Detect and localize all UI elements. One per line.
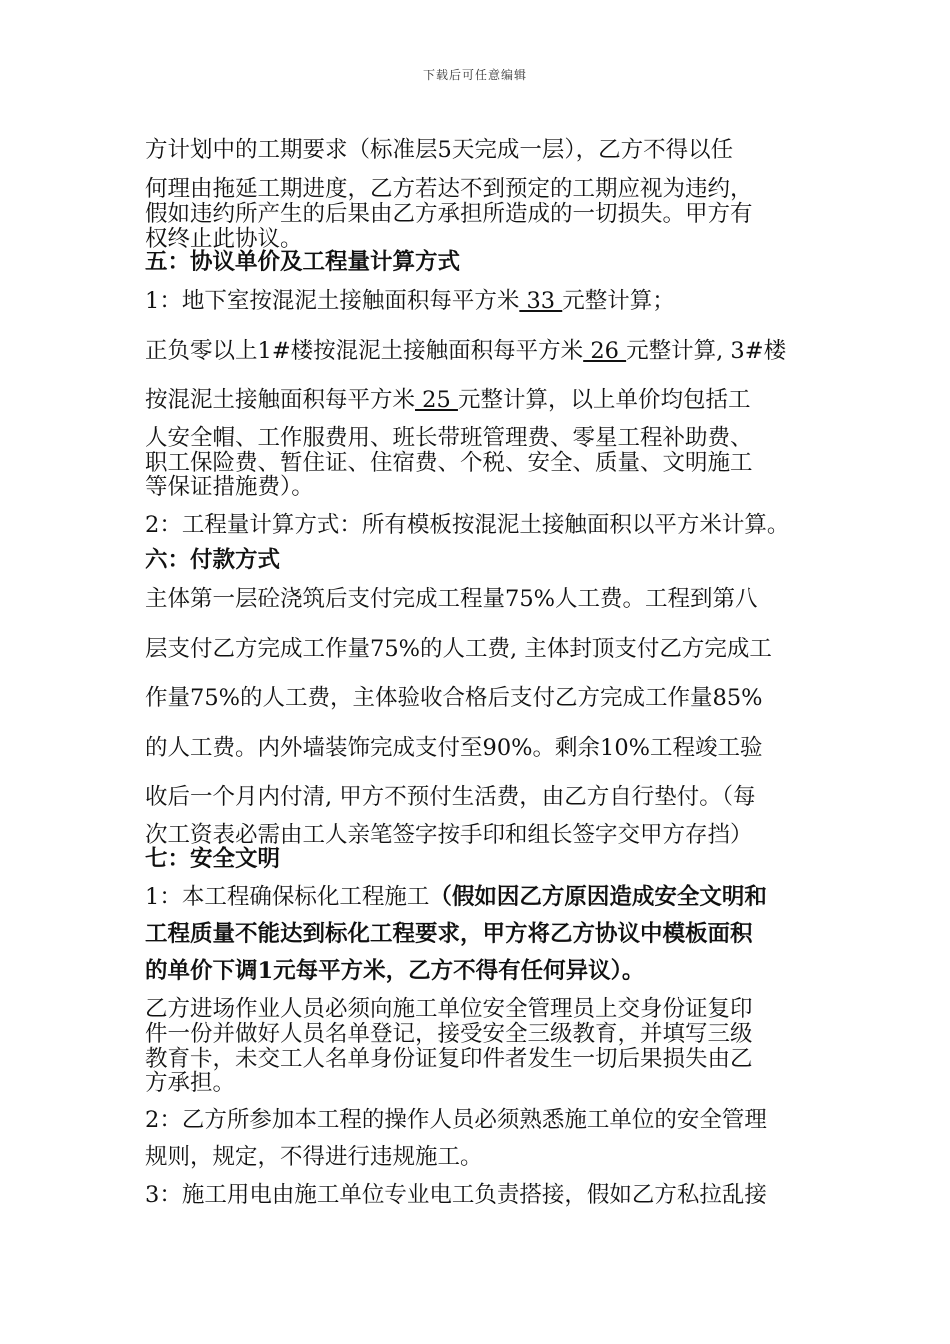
paragraph-line: 教育卡，未交工人名单身份证复印件者发生一切后果损失由乙: [145, 1046, 753, 1072]
paragraph-line: 正负零以上1#楼按混泥土接触面积每平方米 26 元整计算, 3#楼: [145, 338, 787, 364]
paragraph-line: 1：地下室按混泥土接触面积每平方米 33 元整计算；: [145, 288, 675, 314]
underlined-price: 26: [583, 338, 627, 364]
paragraph-line: 方承担。: [145, 1070, 236, 1096]
section-heading-6: 六：付款方式: [145, 547, 281, 573]
paragraph-line: 权终止此协议。: [145, 226, 303, 252]
section-heading-5: 五：协议单价及工程量计算方式: [145, 249, 461, 275]
paragraph-line: 何理由拖延工期进度，乙方若达不到预定的工期应视为违约，: [145, 176, 753, 202]
paragraph-line: 规则，规定，不得进行违规施工。: [145, 1144, 483, 1170]
paragraph-line: 主体第一层砼浇筑后支付完成工程量75%人工费。工程到第八: [145, 586, 758, 612]
paragraph-line: 按混泥土接触面积每平方米 25 元整计算，以上单价均包括工: [145, 387, 751, 413]
paragraph-line: 层支付乙方完成工作量75%的人工费, 主体封顶支付乙方完成工: [145, 636, 772, 662]
paragraph-line: 2：工程量计算方式：所有模板按混泥土接触面积以平方米计算。: [145, 512, 790, 538]
paragraph-line: 的单价下调1元每平方米，乙方不得有任何异议）。: [145, 958, 645, 984]
paragraph-line: 次工资表必需由工人亲笔签字按手印和组长签字交甲方存挡）: [145, 822, 753, 848]
section-heading-7: 七：安全文明: [145, 846, 281, 872]
paragraph-line: 工程质量不能达到标化工程要求，甲方将乙方协议中模板面积: [145, 921, 753, 947]
page-header-note: 下载后可任意编辑: [422, 68, 527, 82]
paragraph-line: 1：本工程确保标化工程施工（假如因乙方原因造成安全文明和: [145, 884, 767, 910]
paragraph-line: 的人工费。内外墙装饰完成支付至90%。剩余10%工程竣工验: [145, 735, 763, 761]
paragraph-line: 方计划中的工期要求（标准层5天完成一层），乙方不得以任: [145, 137, 734, 163]
paragraph-line: 2：乙方所参加本工程的操作人员必须熟悉施工单位的安全管理: [145, 1107, 767, 1133]
paragraph-line: 作量75%的人工费，主体验收合格后支付乙方完成工作量85%: [145, 685, 763, 711]
paragraph-line: 收后一个月内付清, 甲方不预付生活费，由乙方自行垫付。（每: [145, 784, 756, 810]
underlined-price: 33: [519, 288, 563, 314]
paragraph-line: 人安全帽、工作服费用、班长带班管理费、零星工程补助费、: [145, 425, 753, 451]
paragraph-line: 件一份并做好人员名单登记，接受安全三级教育，并填写三级: [145, 1021, 753, 1047]
paragraph-line: 假如违约所产生的后果由乙方承担所造成的一切损失。甲方有: [145, 201, 753, 227]
paragraph-line: 等保证措施费）。: [145, 474, 314, 500]
paragraph-line: 职工保险费、暂住证、住宿费、个税、安全、质量、文明施工: [145, 450, 753, 476]
underlined-price: 25: [415, 387, 458, 413]
paragraph-line: 乙方进场作业人员必须向施工单位安全管理员上交身份证复印: [145, 996, 753, 1022]
paragraph-line: 3：施工用电由施工单位专业电工负责搭接，假如乙方私拉乱接: [145, 1182, 767, 1208]
